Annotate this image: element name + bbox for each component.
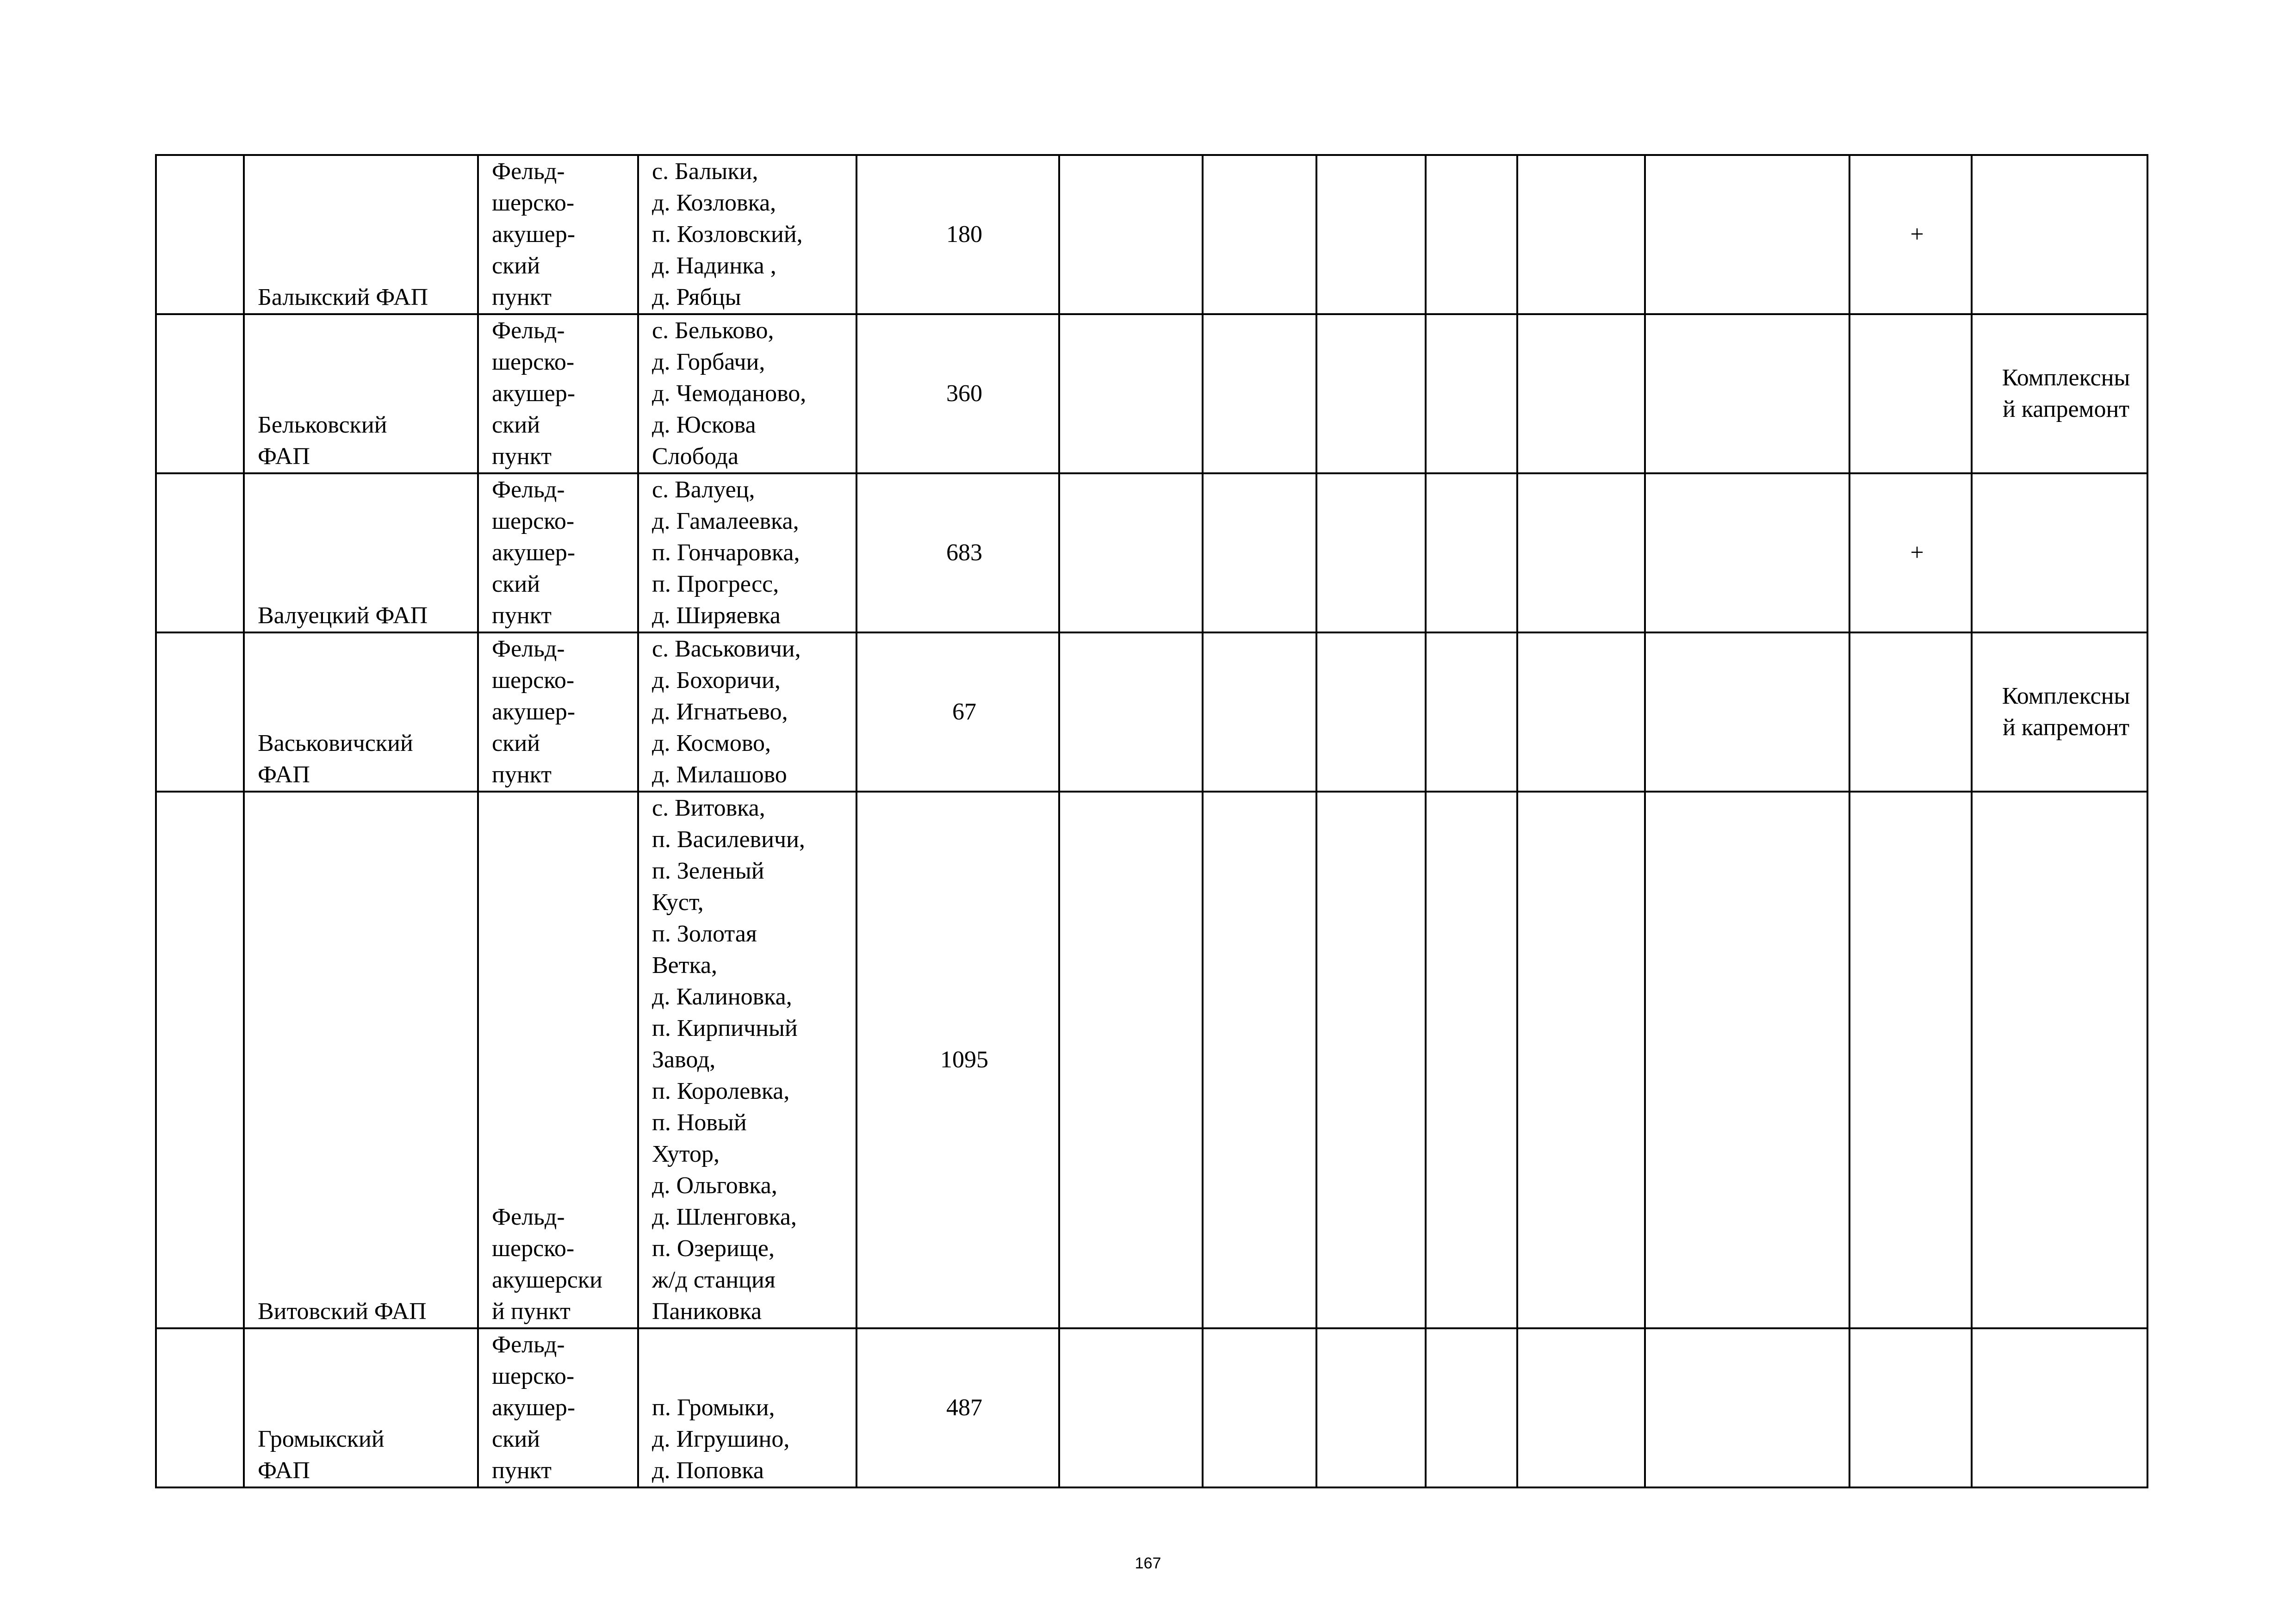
empty-cell bbox=[1316, 632, 1426, 792]
facility-type-cell-line: акушер- bbox=[492, 380, 576, 407]
empty-cell bbox=[1059, 473, 1203, 632]
facility-name-cell bbox=[244, 1328, 478, 1487]
facility-type-cell-line: пункт bbox=[492, 1457, 552, 1484]
note-cell-line: й капремонт bbox=[2002, 396, 2130, 422]
index-cell bbox=[156, 473, 244, 632]
facility-type-cell bbox=[478, 792, 638, 1328]
settlements-cell-line: с. Бельково, bbox=[652, 317, 774, 344]
table-row bbox=[156, 473, 2147, 632]
index-cell bbox=[156, 632, 244, 792]
facility-type-cell-line: Фельд- bbox=[492, 1204, 565, 1230]
mark-cell bbox=[1849, 792, 1972, 1328]
settlements-cell-line: Паниковка bbox=[652, 1298, 762, 1325]
empty-cell bbox=[1645, 792, 1849, 1328]
settlements-cell-line: д. Космово, bbox=[652, 730, 771, 756]
facility-type-cell-line: пункт bbox=[492, 602, 552, 629]
settlements-cell-line: д. Игнатьево, bbox=[652, 699, 788, 725]
settlements-cell-line: п. Новый bbox=[652, 1109, 747, 1136]
mark-cell: + bbox=[1849, 155, 1972, 314]
settlements-cell-line: д. Калиновка, bbox=[652, 984, 792, 1010]
facility-type-cell-line: шерско- bbox=[492, 1363, 575, 1389]
fap-table bbox=[155, 154, 2148, 1488]
facility-type-cell-line: пункт bbox=[492, 443, 552, 470]
index-cell bbox=[156, 314, 244, 473]
mark-cell bbox=[1849, 632, 1972, 792]
settlements-cell-line: д. Ширяевка bbox=[652, 602, 781, 629]
facility-type-cell bbox=[478, 473, 638, 632]
settlements-cell-line: п. Василевичи, bbox=[652, 826, 805, 853]
facility-type-cell-line: Фельд- bbox=[492, 317, 565, 344]
empty-cell bbox=[1203, 1328, 1316, 1487]
facility-type-cell-line: шерско- bbox=[492, 508, 575, 534]
empty-cell bbox=[1645, 473, 1849, 632]
settlements-cell-line: п. Громыки, bbox=[652, 1394, 775, 1421]
settlements-cell-line: п. Золотая bbox=[652, 921, 757, 947]
settlements-cell-line: Хутор, bbox=[652, 1141, 720, 1167]
facility-type-cell-line: ский bbox=[492, 730, 540, 756]
table-row bbox=[156, 792, 2147, 1328]
empty-cell bbox=[1203, 632, 1316, 792]
settlements-cell-line: д. Рябцы bbox=[652, 284, 741, 310]
facility-type-cell-line: акушер- bbox=[492, 1394, 576, 1421]
facility-type-cell-line: акушер- bbox=[492, 699, 576, 725]
settlements-cell-line: п. Зеленый bbox=[652, 858, 764, 884]
settlements-cell bbox=[638, 155, 856, 314]
population-cell: 683 bbox=[856, 473, 1059, 632]
empty-cell bbox=[1203, 792, 1316, 1328]
empty-cell bbox=[1316, 473, 1426, 632]
empty-cell bbox=[1316, 314, 1426, 473]
table-row bbox=[156, 155, 2147, 314]
settlements-cell-line: п. Королевка, bbox=[652, 1078, 790, 1104]
empty-cell bbox=[1645, 632, 1849, 792]
facility-type-cell-line: Фельд- bbox=[492, 158, 565, 185]
empty-cell bbox=[1059, 632, 1203, 792]
facility-name-cell bbox=[244, 473, 478, 632]
facility-name-cell-line: Витовский ФАП bbox=[258, 1298, 427, 1325]
empty-cell bbox=[1426, 314, 1517, 473]
note-cell bbox=[1972, 792, 2147, 1328]
settlements-cell-line: ж/д станция bbox=[652, 1267, 776, 1293]
facility-name-cell-line: Валуецкий ФАП bbox=[258, 602, 428, 629]
settlements-cell-line: Слобода bbox=[652, 443, 739, 470]
empty-cell bbox=[1059, 792, 1203, 1328]
empty-cell bbox=[1059, 314, 1203, 473]
facility-type-cell-line: ский bbox=[492, 253, 540, 279]
settlements-cell-line: д. Бохоричи, bbox=[652, 667, 781, 694]
facility-name-cell-line: Васьковичский bbox=[258, 730, 413, 756]
facility-type-cell-line: ский bbox=[492, 412, 540, 438]
population-cell: 1095 bbox=[856, 792, 1059, 1328]
mark-cell bbox=[1849, 1328, 1972, 1487]
empty-cell bbox=[1203, 314, 1316, 473]
facility-type-cell-line: шерско- bbox=[492, 349, 575, 375]
empty-cell bbox=[1203, 473, 1316, 632]
settlements-cell-line: с. Балыки, bbox=[652, 158, 758, 185]
empty-cell bbox=[1059, 155, 1203, 314]
note-cell-line: й капремонт bbox=[2002, 714, 2130, 741]
settlements-cell-line: Завод, bbox=[652, 1047, 716, 1073]
settlements-cell bbox=[638, 632, 856, 792]
facility-type-cell-line: ский bbox=[492, 1426, 540, 1452]
settlements-cell-line: д. Ольговка, bbox=[652, 1172, 777, 1199]
population-cell: 360 bbox=[856, 314, 1059, 473]
facility-name-cell bbox=[244, 314, 478, 473]
empty-cell bbox=[1316, 155, 1426, 314]
empty-cell bbox=[1645, 314, 1849, 473]
facility-type-cell-line: пункт bbox=[492, 284, 552, 310]
index-cell bbox=[156, 1328, 244, 1487]
note-cell bbox=[1972, 1328, 2147, 1487]
settlements-cell-line: с. Васьковичи, bbox=[652, 636, 801, 662]
empty-cell bbox=[1316, 1328, 1426, 1487]
table-row bbox=[156, 632, 2147, 792]
fap-table-body bbox=[156, 155, 2147, 1487]
settlements-cell bbox=[638, 792, 856, 1328]
empty-cell bbox=[1517, 314, 1645, 473]
settlements-cell-line: д. Гамалеевка, bbox=[652, 508, 799, 534]
facility-name-cell bbox=[244, 792, 478, 1328]
settlements-cell-line: д. Горбачи, bbox=[652, 349, 765, 375]
empty-cell bbox=[1517, 632, 1645, 792]
facility-type-cell bbox=[478, 314, 638, 473]
settlements-cell-line: д. Милашово bbox=[652, 762, 787, 788]
empty-cell bbox=[1426, 1328, 1517, 1487]
settlements-cell-line: п. Озерище, bbox=[652, 1235, 775, 1262]
empty-cell bbox=[1426, 155, 1517, 314]
settlements-cell-line: д. Юскова bbox=[652, 412, 756, 438]
facility-type-cell-line: Фельд- bbox=[492, 636, 565, 662]
settlements-cell bbox=[638, 473, 856, 632]
facility-type-cell bbox=[478, 1328, 638, 1487]
settlements-cell-line: д. Поповка bbox=[652, 1457, 764, 1484]
empty-cell bbox=[1517, 792, 1645, 1328]
facility-name-cell-line: Громыкский bbox=[258, 1426, 385, 1452]
note-cell bbox=[1972, 314, 2147, 473]
table-row bbox=[156, 314, 2147, 473]
document-sheet bbox=[155, 154, 2148, 1488]
settlements-cell-line: д. Надинка , bbox=[652, 253, 776, 279]
note-cell-line: Комплексны bbox=[2002, 683, 2130, 709]
facility-type-cell-line: пункт bbox=[492, 762, 552, 788]
facility-type-cell-line: шерско- bbox=[492, 190, 575, 216]
facility-name-cell bbox=[244, 632, 478, 792]
page-number: 167 bbox=[1135, 1555, 1161, 1572]
note-cell-line: Комплексны bbox=[2002, 365, 2130, 391]
settlements-cell-line: д. Игрушино, bbox=[652, 1426, 790, 1452]
facility-type-cell-line: акушер- bbox=[492, 539, 576, 566]
empty-cell bbox=[1059, 1328, 1203, 1487]
facility-name-cell-line: ФАП bbox=[258, 443, 310, 470]
settlements-cell-line: д. Чемоданово, bbox=[652, 380, 807, 407]
facility-name-cell-line: ФАП bbox=[258, 762, 310, 788]
note-cell bbox=[1972, 473, 2147, 632]
empty-cell bbox=[1426, 792, 1517, 1328]
empty-cell bbox=[1426, 632, 1517, 792]
empty-cell bbox=[1645, 155, 1849, 314]
settlements-cell-line: Куст, bbox=[652, 889, 704, 916]
note-cell bbox=[1972, 155, 2147, 314]
settlements-cell bbox=[638, 1328, 856, 1487]
empty-cell bbox=[1517, 155, 1645, 314]
empty-cell bbox=[1203, 155, 1316, 314]
settlements-cell bbox=[638, 314, 856, 473]
index-cell bbox=[156, 792, 244, 1328]
settlements-cell-line: с. Витовка, bbox=[652, 795, 765, 821]
facility-type-cell-line: акушерски bbox=[492, 1267, 602, 1293]
facility-type-cell-line: Фельд- bbox=[492, 1332, 565, 1358]
facility-name-cell bbox=[244, 155, 478, 314]
settlements-cell-line: Ветка, bbox=[652, 952, 718, 979]
empty-cell bbox=[1645, 1328, 1849, 1487]
mark-cell: + bbox=[1849, 473, 1972, 632]
settlements-cell-line: п. Козловский, bbox=[652, 221, 803, 248]
facility-type-cell-line: Фельд- bbox=[492, 477, 565, 503]
facility-name-cell-line: Балыкский ФАП bbox=[258, 284, 428, 310]
settlements-cell-line: п. Гончаровка, bbox=[652, 539, 800, 566]
empty-cell bbox=[1517, 473, 1645, 632]
empty-cell bbox=[1426, 473, 1517, 632]
settlements-cell-line: д. Козловка, bbox=[652, 190, 776, 216]
facility-type-cell-line: й пункт bbox=[492, 1298, 571, 1325]
mark-cell bbox=[1849, 314, 1972, 473]
facility-name-cell-line: ФАП bbox=[258, 1457, 310, 1484]
empty-cell bbox=[1316, 792, 1426, 1328]
empty-cell bbox=[1517, 1328, 1645, 1487]
facility-type-cell-line: шерско- bbox=[492, 1235, 575, 1262]
population-cell: 67 bbox=[856, 632, 1059, 792]
population-cell: 487 bbox=[856, 1328, 1059, 1487]
table-row bbox=[156, 1328, 2147, 1487]
settlements-cell-line: п. Прогресс, bbox=[652, 571, 779, 597]
facility-type-cell-line: шерско- bbox=[492, 667, 575, 694]
index-cell bbox=[156, 155, 244, 314]
facility-type-cell-line: ский bbox=[492, 571, 540, 597]
facility-name-cell-line: Бельковский bbox=[258, 412, 387, 438]
facility-type-cell bbox=[478, 632, 638, 792]
settlements-cell-line: с. Валуец, bbox=[652, 477, 755, 503]
facility-type-cell bbox=[478, 155, 638, 314]
note-cell bbox=[1972, 632, 2147, 792]
settlements-cell-line: п. Кирпичный bbox=[652, 1015, 798, 1041]
facility-type-cell-line: акушер- bbox=[492, 221, 576, 248]
population-cell: 180 bbox=[856, 155, 1059, 314]
settlements-cell-line: д. Шленговка, bbox=[652, 1204, 797, 1230]
